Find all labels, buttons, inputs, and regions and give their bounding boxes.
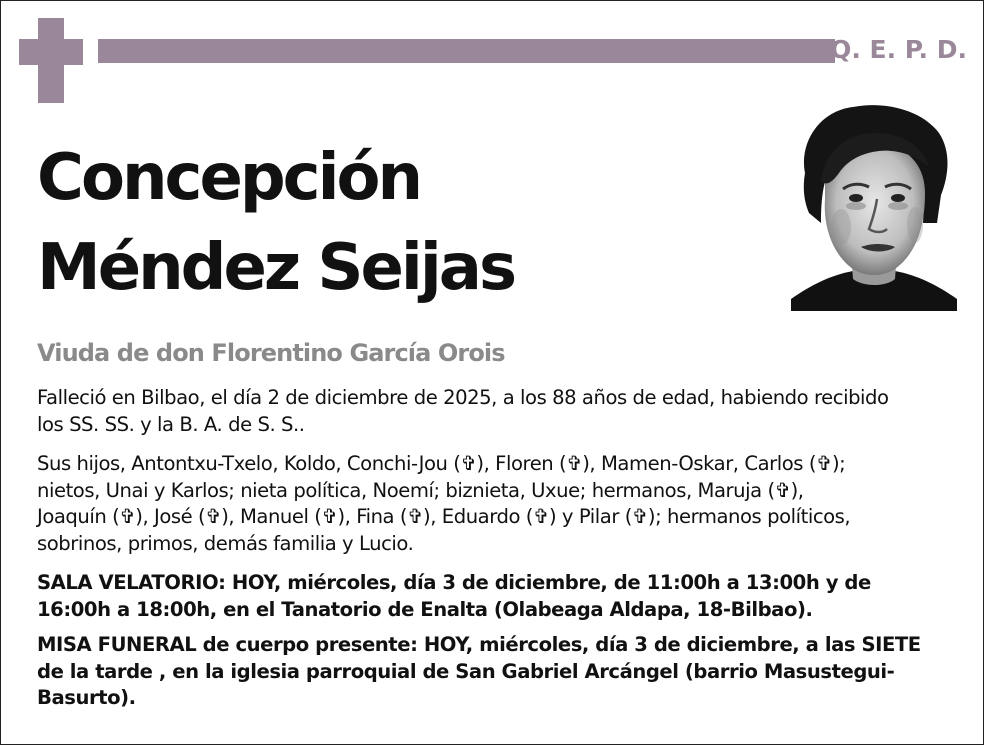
- family-line-1: Sus hijos, Antontxu-Txelo, Koldo, Conchi-Jou (✞), Floren (✞), Mamen-Oskar, Carlos (✞);: [37, 452, 846, 475]
- death-paragraph: [37, 385, 957, 438]
- notice-body: [37, 385, 957, 725]
- wake-line-2: 16:00h a 18:00h, en el Tanatorio de Enalta (Olabeaga Aldapa, 18-Bilbao).: [37, 597, 813, 621]
- portrait-photo: [791, 103, 957, 311]
- name-line-2: Méndez Seijas: [37, 231, 515, 305]
- mass-line-2: de la tarde , en la iglesia parroquial de San Gabriel Arcángel (barrio Masustegui-: [37, 659, 895, 683]
- deceased-name: [37, 133, 514, 313]
- header-rule: [98, 39, 835, 63]
- wake-paragraph: [37, 570, 957, 623]
- wake-line-1: SALA VELATORIO: HOY, miércoles, día 3 de diciembre, de 11:00h a 13:00h y de: [37, 571, 871, 594]
- mass-paragraph: [37, 632, 957, 712]
- mass-line-3: Basurto).: [37, 686, 136, 709]
- family-line-3: Joaquín (✞), José (✞), Manuel (✞), Fina (✞), Eduardo (✞) y Pilar (✞); hermanos políticos,: [37, 505, 851, 528]
- subtitle-widow: Viuda de don Florentino García Orois: [37, 339, 505, 367]
- cross-icon-bar: [19, 39, 83, 65]
- family-line-2: nietos, Unai y Karlos; nieta política, Noemí; biznieta, Uxue; hermanos, Maruja (✞),: [37, 478, 804, 502]
- death-line-2: los SS. SS. y la B. A. de S. S..: [37, 412, 305, 436]
- mass-line-1: MISA FUNERAL de cuerpo presente: HOY, miércoles, día 3 de diciembre, a las SIETE: [37, 633, 921, 656]
- family-paragraph: [37, 451, 957, 557]
- name-line-1: Concepción: [37, 141, 421, 215]
- family-line-4: sobrinos, primos, demás familia y Lucio.: [37, 531, 414, 555]
- qepd-label: Q. E. P. D.: [830, 35, 967, 64]
- death-line-1: Falleció en Bilbao, el día 2 de diciembre de 2025, a los 88 años de edad, habiendo recibido: [37, 386, 889, 409]
